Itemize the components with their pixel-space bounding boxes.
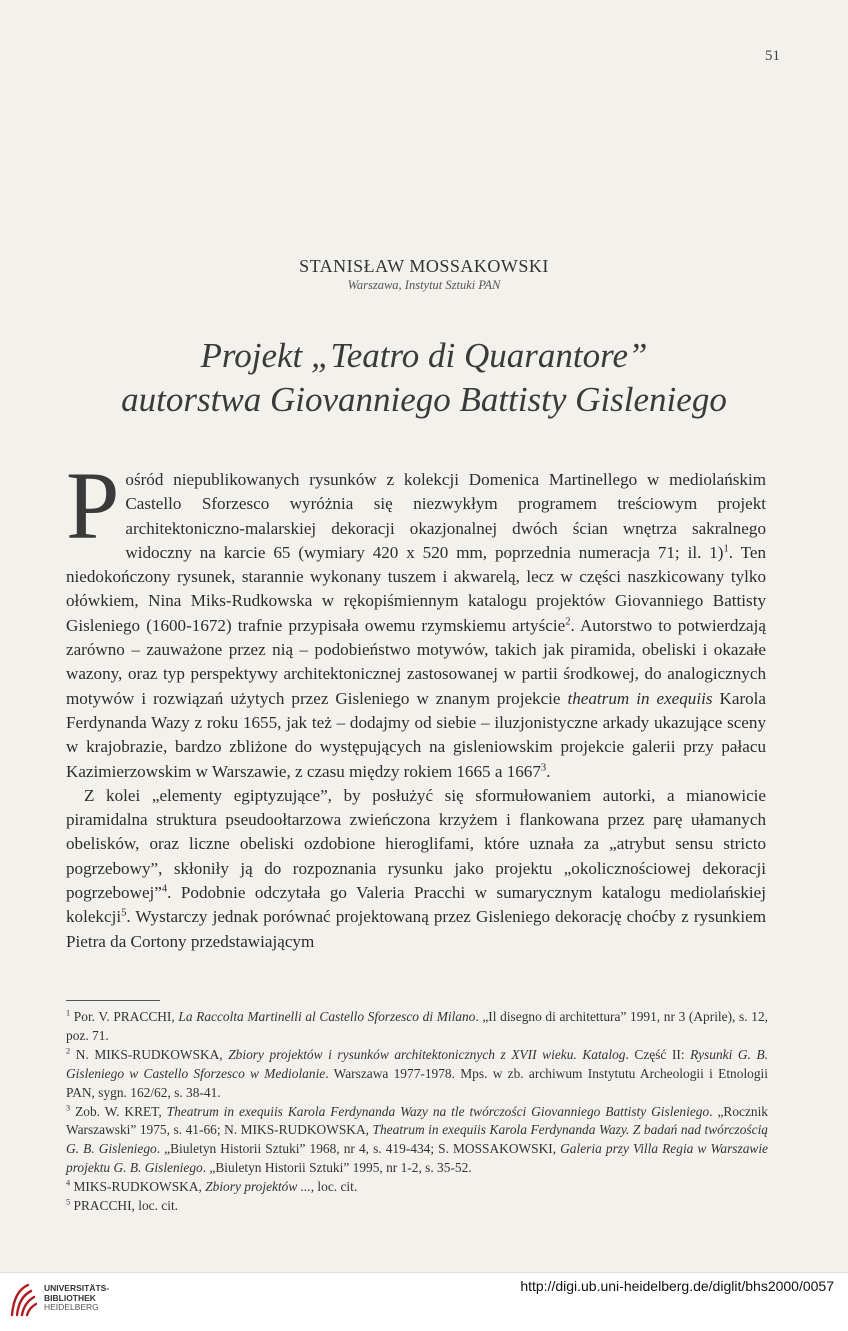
footnote-2-number: 2 [66, 1046, 71, 1056]
footnote-4-italic: Zbiory projektów ... [205, 1179, 311, 1195]
footnote-2-text-b: . Część II: [625, 1046, 691, 1062]
footnote-4 [66, 1178, 768, 1197]
drop-cap: P [66, 452, 120, 559]
page-number: 51 [765, 48, 780, 64]
footnote-3-italic-b: Theatrum in exequiis Karola Ferdynanda Wazy. Z badań nad twórczością G. B. Gisleniego [66, 1122, 769, 1157]
footnotes [66, 1008, 768, 1216]
paragraph-1 [66, 452, 767, 784]
footnote-2-italic-b: Rysunki G. B. Gisleniego w Castello Sforzesco w Mediolanie [66, 1046, 769, 1081]
footnote-1-italic: La Raccolta Martinelli al Castello Sforzesco di Milano [178, 1009, 476, 1024]
p2-text-a: Z kolei „elementy egiptyzujące”, by posłużyć się sformułowaniem autorki, a mianowicie piramidalna struktura pseudoołtarzowa zwieńczona krzyżem i flankowana przez parę ułamanych obelisków, oraz liczne obeliski ozdobione hieroglifami, które uznała za „atrybut sensu stricto pogrzebowy”, skłoniły ją do rozpoznania rysunku jako projektu „okolicznościowej dekoracji pogrzebowej” [66, 785, 766, 903]
footnote-2-text-c: . Warszawa 1977-1978. Mps. w zb. archiwum Instytutu Archeologii i Etnologii PAN, sygn. 162/62, s. 38-41. [66, 1065, 768, 1100]
footnote-3-text-d: . „Biuletyn Historii Sztuki” 1995, nr 1-2, s. 35-52. [202, 1160, 472, 1176]
footnote-3-italic: Theatrum in exequiis Karola Ferdynanda Wazy na tle twórczości Giovanniego Battisty Gisleniego [166, 1103, 710, 1119]
article-title [0, 334, 848, 422]
footnote-2 [66, 1046, 768, 1103]
footnote-5 [66, 1197, 768, 1216]
footnote-3-number: 3 [66, 1103, 71, 1113]
p2-text-c: . Wystarczy jednak porównać projektowaną przez Gisleniego dekorację choćby z rysunkiem Pietra da Cortony przedstawiającym [66, 907, 766, 951]
p2-text-b: . Podobnie odczytała go Valeria Pracchi w sumarycznym katalogu mediolańskiej kolekcji [66, 883, 766, 927]
p1-text-b: . Ten niedokończony rysunek, starannie wykonany tuszem i akwarelą, lecz w części naszkicowany tylko ołówkiem, Nina Miks-Rudkowska w rękopiśmiennym katalogu projektów Giovanniego Battisty Gisleniego (1600-1672) trafnie przypisała owemu rzymskiemu artyście [66, 542, 766, 635]
footnote-3-text-c: . „Biuletyn Historii Sztuki” 1968, nr 4, s. 419-434; S. MOSSAKOWSKI, [156, 1141, 561, 1157]
title-line-1: Projekt „Teatro di Quarantore” [200, 336, 648, 375]
footnote-4-text-b: , loc. cit. [310, 1179, 358, 1195]
footnote-ref-1[interactable]: 1 [723, 543, 729, 555]
footnote-1 [66, 1008, 768, 1046]
footnote-4-number: 4 [66, 1178, 71, 1188]
title-line-2: autorstwa Giovanniego Battisty Gisleniego [121, 380, 727, 419]
footnote-1-text-b: . „Il disegno di architettura” 1991, nr 3 (Aprile), s. 12, poz. 71. [66, 1009, 768, 1043]
university-library-logo-icon[interactable] [8, 1279, 40, 1319]
footnote-2-italic: Zbiory projektów i rysunków architektonicznych z XVII wieku. Katalog [228, 1046, 626, 1062]
paragraph-2 [66, 784, 766, 954]
library-name-line-1: UNIVERSITÄTS- [44, 1283, 110, 1293]
footnote-ref-4[interactable]: 4 [161, 883, 168, 895]
footnote-4-text: MIKS-RUDKOWSKA, [70, 1179, 206, 1195]
p1-text-a: ośród niepublikowanych rysunków z kolekcji Domenica Martinellego w mediolańskim Castello Sforzesco wyróżnia się niezwykłym programem treściowym projekt architektoniczno-malarskiej dekoracji okazjonalnej dwóch ścian wnętrza sakralnego widoczny na karcie 65 (wymiary 420 x 520 mm, poprzednia numeracja 71; il. 1) [125, 470, 766, 562]
library-name-line-2: BIBLIOTHEK [44, 1292, 96, 1303]
p1-italic: theatrum in exequiis [567, 688, 713, 708]
footnote-3-italic-c: Galeria przy Villa Regia w Warszawie projektu G. B. Gisleniego [66, 1141, 768, 1176]
footnote-ref-3[interactable]: 3 [540, 761, 547, 773]
footnote-5-number: 5 [66, 1197, 71, 1207]
logo-arc-4 [27, 1304, 36, 1315]
library-name[interactable] [44, 1284, 109, 1313]
footnote-3-text-b: . „Rocznik Warszawski” 1975, s. 41-66; N. MIKS-RUDKOWSKA, [66, 1103, 769, 1138]
footnote-3 [66, 1103, 768, 1179]
author-affiliation: Warszawa, Instytut Sztuki PAN [347, 278, 501, 292]
logo-arc-1 [12, 1285, 28, 1315]
footnote-5-text: PRACCHI, loc. cit. [70, 1198, 179, 1214]
p1-text-c: . Autorstwo to potwierdzają zarówno – zauważone przez nią – podobieństwo motywów, takich jak piramida, obeliski i okazałe wazony, oraz typ perspektywy architektonicznej zastosowanej w partii środkowej, do analogicznych motywów i rozwiązań użytych przez Gisleniego w znanym projekcie [66, 615, 766, 708]
footnote-3-text: Zob. W. KRET, [70, 1103, 167, 1119]
source-url-link[interactable]: http://digi.ub.uni-heidelberg.de/diglit/bhs2000/0057 [520, 1278, 834, 1294]
footnote-divider [66, 1000, 160, 1001]
footnote-1-text: Por. V. PRACCHI, [70, 1009, 179, 1024]
footnote-2-text: N. MIKS-RUDKOWSKA, [70, 1046, 229, 1062]
footnote-1-number: 1 [66, 1008, 71, 1018]
library-name-line-3: HEIDELBERG [44, 1302, 99, 1312]
p1-text-e: . [546, 761, 551, 781]
footnote-ref-2[interactable]: 2 [565, 616, 571, 628]
author-name: STANISŁAW MOSSAKOWSKI [299, 256, 549, 276]
p1-text-d: Karola Ferdynanda Wazy z roku 1655, jak też – dodajmy od siebie – iluzjonistyczne arkady ukazujące sceny w krajobrazie, bardzo zbliżone do występujących na gisleniowskim projekcie galerii przy pałacu Kazimierzowskim w Warszawie, z czasu między rokiem 1665 a 1667 [66, 688, 767, 781]
article-body [66, 452, 767, 954]
footnote-ref-5[interactable]: 5 [121, 907, 127, 919]
